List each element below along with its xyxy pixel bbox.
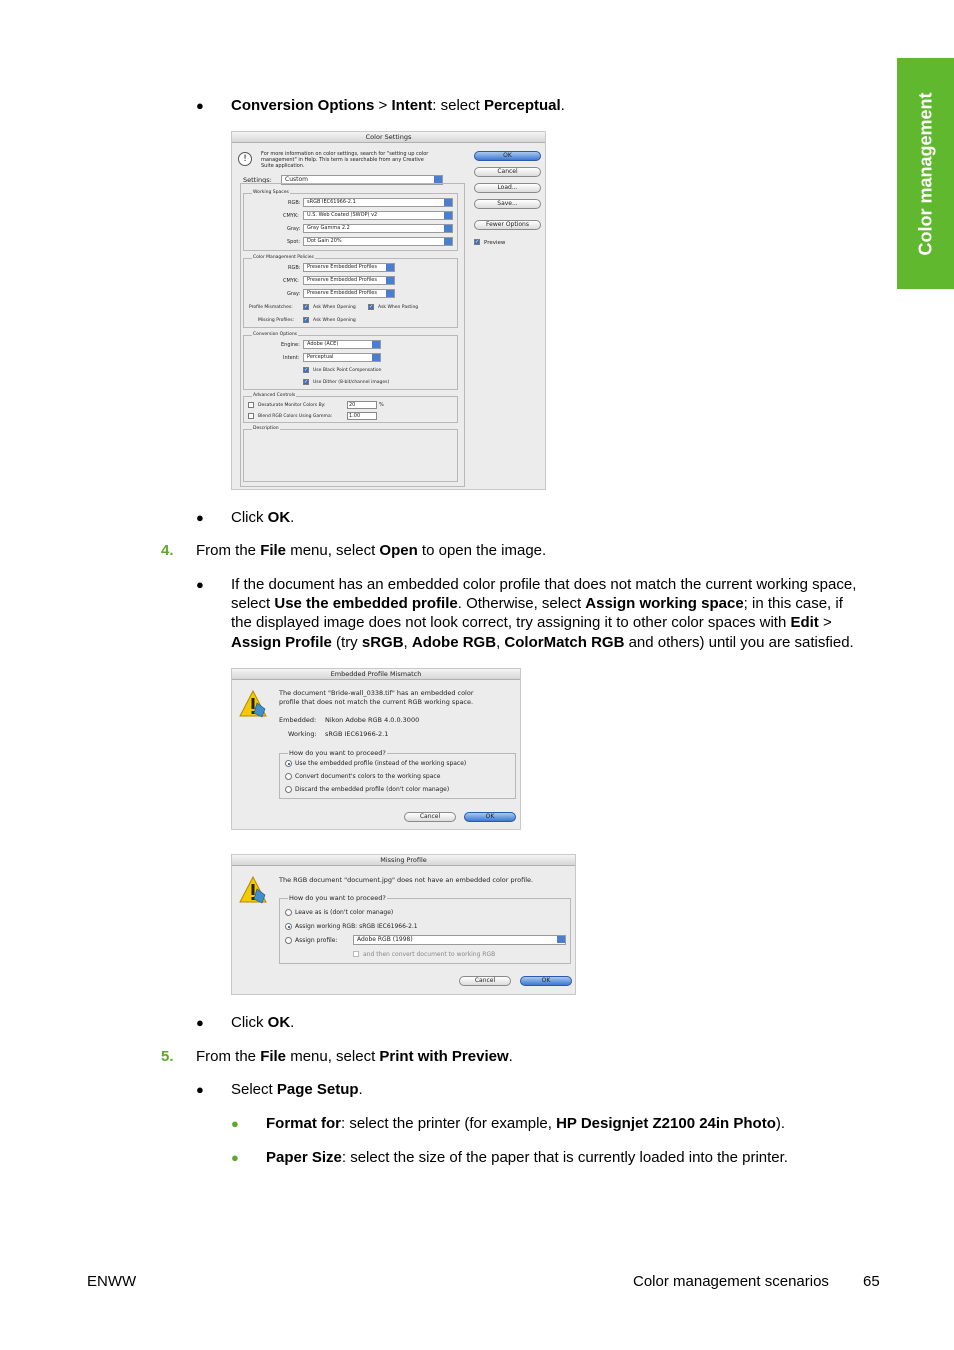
preview-label: Preview — [484, 240, 506, 246]
warning-icon — [239, 689, 267, 719]
leave-as-is-label: Leave as is (don't color manage) — [295, 909, 394, 916]
ask-opening-checkbox[interactable]: ✓ — [304, 304, 309, 310]
sub-bullet-marker: ● — [231, 1116, 239, 1131]
settings-label: Settings: — [243, 176, 272, 184]
use-embedded-radio[interactable] — [285, 760, 292, 767]
ok-button[interactable]: OK — [464, 812, 516, 822]
use-embedded-label: Use the embedded profile (instead of the working space) — [295, 760, 467, 767]
gray-label: Gray: — [287, 291, 301, 297]
embedded-label: Embedded: — [279, 716, 317, 724]
missing-ask-opening-checkbox[interactable]: ✓ — [304, 317, 309, 323]
working-spaces-label: Working Spaces — [253, 190, 289, 195]
black-point-label: Use Black Point Compensation — [313, 368, 382, 373]
cancel-button[interactable]: Cancel — [474, 167, 541, 177]
proceed-label: How do you want to proceed? — [289, 749, 386, 757]
conversion-options-group — [243, 332, 458, 390]
proceed-group — [279, 894, 571, 964]
format-for-instruction: Format for: select the printer (for example, HP Designjet Z2100 24in Photo). — [266, 1115, 786, 1132]
proceed-label: How do you want to proceed? — [289, 894, 386, 902]
missing-ask-opening-label: Ask When Opening — [313, 318, 356, 323]
assign-working-radio[interactable] — [285, 923, 292, 930]
description-group — [243, 426, 458, 482]
warning-icon — [239, 875, 267, 905]
missing-profiles-label: Missing Profiles: — [258, 318, 295, 323]
assign-profile-select[interactable]: Adobe RGB (1998) — [353, 935, 566, 945]
preview-checkbox[interactable]: ✓ — [475, 239, 480, 245]
dialog-title: Color Settings — [232, 132, 545, 143]
embedded-profile-paragraph-line: select Use the embedded profile. Otherwise, select Assign working space; in this case, if — [231, 595, 843, 612]
working-spaces-group — [243, 190, 458, 251]
working-spot-select[interactable]: Dot Gain 20% — [303, 237, 453, 246]
engine-select[interactable]: Adobe (ACE) — [303, 340, 381, 349]
discard-radio[interactable] — [285, 786, 292, 793]
conversion-options-label: Conversion Options — [253, 332, 298, 337]
embedded-value: Nikon Adobe RGB 4.0.0.3000 — [325, 716, 420, 724]
desaturate-checkbox[interactable] — [248, 402, 254, 408]
profile-mismatches-label: Profile Mismatches: — [249, 305, 293, 310]
dither-checkbox[interactable]: ✓ — [304, 379, 309, 385]
footer-section-title: Color management scenarios — [633, 1273, 829, 1290]
blend-input[interactable]: 1.00 — [347, 412, 377, 420]
policies-label: Color Management Policies — [253, 255, 314, 260]
bullet-marker: ● — [196, 98, 204, 113]
paper-size-instruction: Paper Size: select the size of the paper that is currently loaded into the printer. — [266, 1149, 788, 1166]
bullet-marker: ● — [196, 577, 204, 592]
cmyk-label: CMYK: — [283, 278, 299, 284]
page-number: 65 — [863, 1273, 880, 1290]
convert-checkbox[interactable] — [353, 951, 359, 957]
bullet-marker: ● — [196, 1015, 204, 1030]
info-text: Suite application. — [261, 163, 305, 169]
leave-as-is-radio[interactable] — [285, 909, 292, 916]
assign-profile-radio[interactable] — [285, 937, 292, 944]
proceed-group — [279, 749, 516, 799]
intent-label: Intent: — [283, 355, 300, 361]
missing-profile-dialog — [231, 854, 576, 995]
blend-label: Blend RGB Colors Using Gamma: — [258, 414, 333, 419]
info-icon: ! — [238, 152, 252, 166]
assign-profile-label: Assign profile: — [295, 937, 338, 944]
dialog-title: Embedded Profile Mismatch — [232, 669, 520, 680]
load-button[interactable]: Load... — [474, 183, 541, 193]
assign-working-label: Assign working RGB: sRGB IEC61966-2.1 — [295, 923, 418, 930]
chapter-tab — [897, 58, 954, 289]
embedded-profile-mismatch-dialog — [231, 668, 521, 830]
ok-button[interactable]: OK — [520, 976, 572, 986]
mismatch-message: The document "Bride-wall_0338.tif" has an embedded color — [279, 689, 474, 697]
convert-label: Convert document's colors to the working space — [295, 773, 441, 780]
description-label: Description — [253, 426, 279, 431]
working-cmyk-select[interactable]: U.S. Web Coated (SWOP) v2 — [303, 211, 453, 220]
settings-select[interactable]: Custom — [281, 175, 443, 185]
blend-checkbox[interactable] — [248, 413, 254, 419]
dither-label: Use Dither (8-bit/channel images) — [313, 380, 390, 385]
step-4-text: From the File menu, select Open to open the image. — [196, 542, 547, 559]
ok-button[interactable]: OK — [474, 151, 541, 161]
ask-opening-label: Ask When Opening — [313, 305, 356, 310]
cmyk-label: CMYK: — [283, 213, 299, 219]
info-text: For more information on color settings, search for "setting up color — [261, 151, 429, 157]
click-ok-instruction: Click OK. — [231, 1014, 295, 1031]
sub-bullet-marker: ● — [231, 1150, 239, 1165]
conversion-options-instruction: Conversion Options > Intent: select Perceptual. — [231, 97, 565, 114]
bullet-marker: ● — [196, 510, 204, 525]
working-value: sRGB IEC61966-2.1 — [325, 730, 389, 738]
step-number: 4. — [161, 542, 174, 559]
color-settings-dialog — [231, 131, 546, 490]
rgb-label: RGB: — [288, 200, 301, 206]
cancel-button[interactable]: Cancel — [459, 976, 511, 986]
info-text: management" in Help. This term is searchable from any Creative — [261, 157, 424, 163]
missing-message: The RGB document "document.jpg" does not have an embedded color profile. — [279, 876, 534, 884]
working-gray-select[interactable]: Gray Gamma 2.2 — [303, 224, 453, 233]
spot-label: Spot: — [287, 239, 301, 245]
bullet-marker: ● — [196, 1082, 204, 1097]
fewer-options-button[interactable]: Fewer Options — [474, 220, 541, 230]
working-label: Working: — [288, 730, 317, 738]
policy-rgb-select[interactable]: Preserve Embedded Profiles — [303, 263, 395, 272]
policy-gray-select[interactable]: Preserve Embedded Profiles — [303, 289, 395, 298]
step-number: 5. — [161, 1048, 174, 1065]
rgb-label: RGB: — [288, 265, 301, 271]
policies-group — [243, 255, 458, 328]
percent-label: % — [379, 402, 384, 408]
ask-pasting-checkbox[interactable]: ✓ — [369, 304, 374, 310]
embedded-profile-paragraph-line: Assign Profile (try sRGB, Adobe RGB, ColorMatch RGB and others) until you are satisfied. — [231, 634, 854, 651]
policy-cmyk-select[interactable]: Preserve Embedded Profiles — [303, 276, 395, 285]
convert-radio[interactable] — [285, 773, 292, 780]
cancel-button[interactable]: Cancel — [404, 812, 456, 822]
convert-label: and then convert document to working RGB — [363, 951, 496, 958]
desaturate-input[interactable]: 20 — [347, 401, 377, 409]
engine-label: Engine: — [281, 342, 300, 348]
ask-pasting-label: Ask When Pasting — [378, 305, 419, 310]
click-ok-instruction: Click OK. — [231, 509, 295, 526]
gray-label: Gray: — [287, 226, 301, 232]
step-5-text: From the File menu, select Print with Preview. — [196, 1048, 513, 1065]
black-point-checkbox[interactable]: ✓ — [304, 367, 309, 373]
embedded-profile-paragraph-line: If the document has an embedded color profile that does not match the current working space, — [231, 576, 857, 593]
page-setup-instruction: Select Page Setup. — [231, 1081, 363, 1098]
intent-select[interactable]: Perceptual — [303, 353, 381, 362]
discard-label: Discard the embedded profile (don't color manage) — [295, 786, 450, 793]
save-button[interactable]: Save... — [474, 199, 541, 209]
advanced-controls-label: Advanced Controls — [253, 393, 296, 398]
advanced-controls-group — [243, 393, 458, 423]
working-rgb-select[interactable]: sRGB IEC61966-2.1 — [303, 198, 453, 207]
dialog-title: Missing Profile — [232, 855, 575, 866]
embedded-profile-paragraph-line: the displayed image does not look correct, try assigning it to other color spaces with Edit > — [231, 614, 832, 631]
footer-left: ENWW — [87, 1273, 137, 1290]
chapter-tab-label: Color management — [915, 91, 935, 256]
desaturate-label: Desaturate Monitor Colors By: — [258, 403, 326, 408]
mismatch-message: profile that does not match the current RGB working space. — [279, 698, 474, 706]
